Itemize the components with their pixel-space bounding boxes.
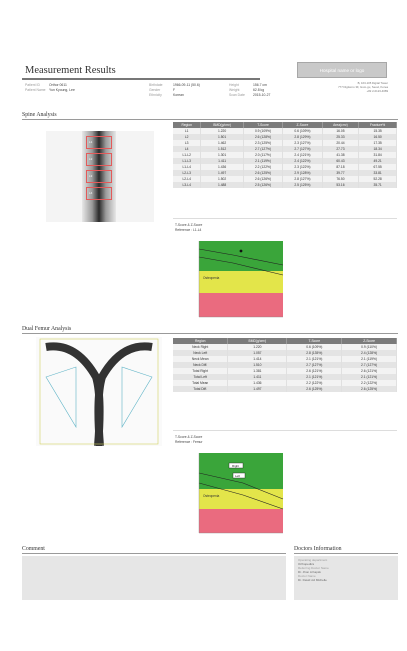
table-cell: 0.6 (109%) <box>287 344 342 350</box>
table-cell: 27.73 <box>322 146 359 152</box>
table-cell: 2.0 (117%) <box>243 152 282 158</box>
table-cell: L3 <box>173 140 201 146</box>
table-cell: 1.414 <box>228 356 287 362</box>
doctor-heading: Doctors Information <box>294 546 398 554</box>
comment-heading: Comment <box>22 546 286 554</box>
right-femur-shape <box>98 346 152 446</box>
doctor-field-value: Orthopedics <box>298 562 315 566</box>
table-cell: 76.50 <box>322 176 359 182</box>
table-cell: L2-L4 <box>173 176 201 182</box>
normal-zone <box>199 453 283 489</box>
table-cell: 1.057 <box>228 350 287 356</box>
table-cell: 2.2 (122%) <box>287 380 342 386</box>
table-cell: 1.497 <box>228 386 287 392</box>
table-cell: L1-L3 <box>173 158 201 164</box>
table-cell: 1.488 <box>201 182 243 188</box>
femur-heading: Dual Femur Analysis <box>22 326 398 334</box>
table-cell: 2.7 (127%) <box>283 146 322 152</box>
table-cell: 16.05 <box>322 128 359 134</box>
roi-triangle-right <box>122 367 152 427</box>
table-cell: 53.16 <box>322 182 359 188</box>
patient-birthdate: Birthdate 1966-09-11 (50.6) <box>149 83 200 87</box>
table-cell: Total Left <box>173 374 228 380</box>
femur-chart-panel <box>173 430 397 540</box>
title-rule <box>22 78 260 80</box>
table-cell: 1.497 <box>201 170 243 176</box>
table-cell: 2.7 (127%) <box>243 146 282 152</box>
table-cell: 31.84 <box>359 152 397 158</box>
scan-date: Scan Date 2015-10-27 <box>229 93 271 97</box>
table-cell: 1.220 <box>201 128 243 134</box>
osteoporosis-zone <box>199 509 283 533</box>
table-cell: 2.6 (126%) <box>243 176 282 182</box>
table-cell: L4 <box>173 146 201 152</box>
table-row <box>173 182 397 188</box>
hospital-info <box>306 82 388 93</box>
table-cell: 2.1 (121%) <box>287 374 342 380</box>
table-cell: Total Diff. <box>173 386 228 392</box>
table-cell: 49.21 <box>359 158 397 164</box>
doctor-field-key: Doctor Name <box>298 574 316 578</box>
table-row <box>173 386 397 392</box>
doctor-field-key: Operating department <box>298 558 328 562</box>
report-page <box>22 58 398 610</box>
doctor-info-box <box>294 556 398 600</box>
table-cell: 25.33 <box>322 134 359 140</box>
column-header: T-Score <box>287 338 342 344</box>
right-marker-label: Right <box>232 464 240 468</box>
femur-tscore-chart <box>173 447 397 539</box>
osteopenia-zone <box>199 271 283 293</box>
table-cell: 2.1 (119%) <box>243 158 282 164</box>
column-header: BMD(g/cm²) <box>228 338 287 344</box>
osteoporosis-zone <box>199 293 283 317</box>
table-cell: 1.502 <box>201 176 243 182</box>
spine-image <box>46 131 154 222</box>
table-cell: 1.510 <box>228 362 287 368</box>
table-cell: 1.436 <box>228 380 287 386</box>
chart-subtitle: Reference : Femur <box>175 440 203 444</box>
left-femur-shape <box>46 346 100 446</box>
vertebra-label: L1 <box>89 140 93 144</box>
table-cell: Neck Diff. <box>173 362 228 368</box>
column-header: T-Score <box>243 122 282 128</box>
table-cell: 16.50 <box>359 134 397 140</box>
table-cell: L1 <box>173 128 201 134</box>
chart-title: T-Score & Z-Score <box>175 223 203 227</box>
chart-title: T-Score & Z-Score <box>175 435 203 439</box>
table-cell: 2.3 (127%) <box>283 140 322 146</box>
table-cell: 33.81 <box>359 170 397 176</box>
column-header: Fracture% <box>359 122 397 128</box>
table-cell: 60.43 <box>322 158 359 164</box>
table-cell: Neck Mean <box>173 356 228 362</box>
hospital-info-line: 777 Digital-ro 3F, Guro-gu, Seoul, Korea <box>338 84 388 89</box>
table-cell: 52.28 <box>359 176 397 182</box>
table-cell: 2.6 (125%) <box>287 386 342 392</box>
table-cell: Neck Left <box>173 350 228 356</box>
doctor-field-key: Referring Doctor Name <box>298 566 329 570</box>
table-cell: 2.4 (128%) <box>342 350 397 356</box>
patient-weight: Weight 62.8 kg <box>229 88 265 92</box>
table-cell: 0.6 (109%) <box>283 128 322 134</box>
patient-name: Patient Name Yun Kyoung, Lee <box>25 88 75 92</box>
chart-subtitle: Reference : L1-L4 <box>175 228 202 232</box>
table-cell: 2.8 (135%) <box>287 350 342 356</box>
table-cell: 1.512 <box>201 146 243 152</box>
hospital-info-line: +82 2-0123-4689 <box>366 88 388 93</box>
table-cell: 2.1 (119%) <box>342 356 397 362</box>
column-header: Area(cm²) <box>322 122 359 128</box>
table-cell: Total Right <box>173 368 228 374</box>
table-cell: 1.381 <box>228 368 287 374</box>
column-header: Region <box>173 338 228 344</box>
table-cell: 1.301 <box>201 152 243 158</box>
table-cell: 2.5 (125%) <box>283 182 322 188</box>
table-cell: 41.38 <box>322 152 359 158</box>
table-cell: 39.77 <box>322 170 359 176</box>
vertebra-label: L3 <box>89 174 93 178</box>
table-cell: L3-L4 <box>173 182 201 188</box>
table-cell: 15.35 <box>359 128 397 134</box>
vertebra-label: L4 <box>89 191 93 195</box>
table-cell: L1-L4 <box>173 164 201 170</box>
table-cell: Neck Right <box>173 344 228 350</box>
spine-chart-panel <box>173 218 397 321</box>
spine-table <box>173 122 397 188</box>
column-header: Z-Score <box>342 338 397 344</box>
table-cell: L2 <box>173 134 201 140</box>
table-cell: 2.8 (129%) <box>283 134 322 140</box>
table-cell: 2.6 (125%) <box>243 170 282 176</box>
table-cell: 17.35 <box>359 140 397 146</box>
table-cell: 0.9 (109%) <box>243 128 282 134</box>
table-cell: 1.501 <box>201 134 243 140</box>
column-header: BMD(g/cm²) <box>201 122 243 128</box>
table-cell: 67.55 <box>359 164 397 170</box>
table-cell: 2.2 (122%) <box>342 380 397 386</box>
zone-label: Osteopenia <box>203 276 220 280</box>
left-marker-label: Left <box>235 474 241 478</box>
table-cell: L2-L3 <box>173 170 201 176</box>
table-cell: 2.3 (125%) <box>243 140 282 146</box>
table-cell: 2.3 (122%) <box>283 164 322 170</box>
table-cell: 20.44 <box>322 140 359 146</box>
femur-xray <box>36 337 162 446</box>
table-cell: 2.4 (121%) <box>283 152 322 158</box>
zone-label: Osteopenia <box>203 494 220 498</box>
patient-point <box>240 250 243 253</box>
normal-zone <box>199 241 283 271</box>
table-cell: 35.71 <box>359 182 397 188</box>
table-cell: L1-L2 <box>173 152 201 158</box>
patient-gender: Gender F <box>149 88 176 92</box>
table-cell: 87.18 <box>322 164 359 170</box>
table-cell: 2.2 (122%) <box>243 164 282 170</box>
osteopenia-zone <box>199 489 283 509</box>
table-cell: 2.8 (127%) <box>283 176 322 182</box>
table-cell: 1.462 <box>201 140 243 146</box>
table-cell: 1.411 <box>228 374 287 380</box>
table-cell: 0.9 (110%) <box>342 344 397 350</box>
femur-table <box>173 338 397 392</box>
comment-box <box>22 556 286 600</box>
table-cell: 2.1 (121%) <box>342 374 397 380</box>
column-header: Z-Score <box>283 122 322 128</box>
table-cell: 2.9 (128%) <box>283 170 322 176</box>
hospital-logo: Hospital name or logo <box>297 62 387 78</box>
hospital-info-line: B, 163-105 Digital Tower <box>357 81 388 85</box>
table-cell: 2.6 (125%) <box>342 386 397 392</box>
vertebra-label: L2 <box>89 157 93 161</box>
spine-heading: Spine Analysis <box>22 112 398 120</box>
doctor-field-value: Dr. Jhon A Kapsk <box>298 570 321 574</box>
column-header: Region <box>173 122 201 128</box>
patient-id: Patient ID Orthor 0611 <box>25 83 67 87</box>
table-cell: 2.1 (121%) <box>287 356 342 362</box>
patient-ethnicity: Ethnicity Korean <box>149 93 184 97</box>
table-cell: 2.5 (126%) <box>243 182 282 188</box>
table-cell: 2.6 (121%) <box>342 368 397 374</box>
roi-triangle-left <box>46 367 76 427</box>
table-cell: 1.436 <box>201 164 243 170</box>
table-cell: Total Mean <box>173 380 228 386</box>
table-cell: 1.411 <box>201 158 243 164</box>
table-cell: 2.6 (121%) <box>287 368 342 374</box>
table-cell: 18.34 <box>359 146 397 152</box>
report-title: Measurement Results <box>25 65 116 76</box>
patient-height: Height 156.7 cm <box>229 83 267 87</box>
femur-image <box>36 337 162 446</box>
spine-tscore-chart <box>173 235 397 322</box>
table-cell: 2.7 (127%) <box>342 362 397 368</box>
table-cell: 2.4 (122%) <box>283 158 322 164</box>
table-cell: 1.220 <box>228 344 287 350</box>
table-cell: 2.7 (127%) <box>287 362 342 368</box>
doctor-field-value: Dr. David vid Michelle <box>298 578 327 582</box>
table-cell: 2.6 (128%) <box>243 134 282 140</box>
